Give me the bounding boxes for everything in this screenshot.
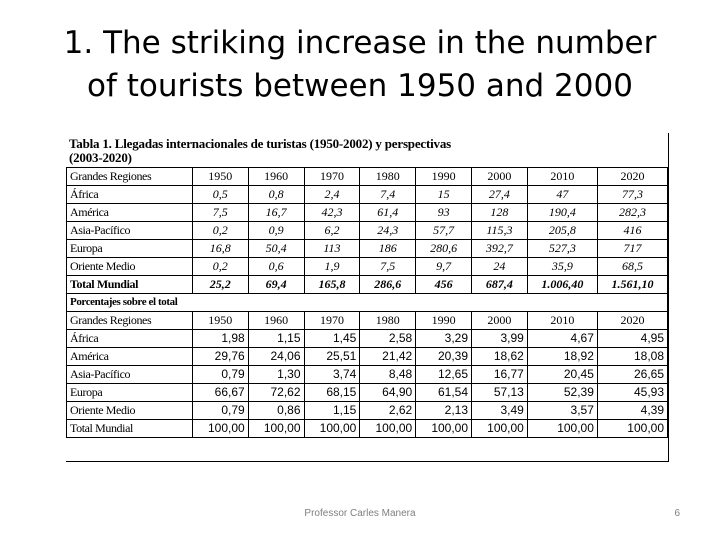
row-label: Total Mundial (67, 276, 193, 294)
table-cell: 18,92 (527, 348, 597, 366)
table-cell: 1,15 (304, 402, 360, 420)
table-cell: 687,4 (472, 276, 528, 294)
slide-title (40, 22, 680, 108)
table-cell: 186 (360, 240, 416, 258)
table-header-row (67, 312, 668, 330)
table-cell: 16,7 (248, 204, 304, 222)
table-cell: 1.561,10 (597, 276, 667, 294)
table-cell: 68,5 (597, 258, 667, 276)
table-cell: 416 (597, 222, 667, 240)
table-cell: 16,77 (472, 366, 528, 384)
year-header: 1960 (248, 312, 304, 330)
arrivals-table (66, 167, 668, 438)
table-cell: 29,76 (192, 348, 248, 366)
table-cell: 1,45 (304, 330, 360, 348)
table-cell: 9,7 (416, 258, 472, 276)
table-row (67, 384, 668, 402)
tourism-table-image (66, 133, 669, 462)
year-header: 1980 (360, 168, 416, 186)
table-cell: 4,95 (597, 330, 667, 348)
slide-title-line-2: of tourists between 1950 and 2000 (87, 68, 633, 104)
table-cell: 0,79 (192, 402, 248, 420)
table-cell: 1.006,40 (527, 276, 597, 294)
table-cell: 128 (472, 204, 528, 222)
table-cell: 1,15 (248, 330, 304, 348)
table-cell: 0,8 (248, 186, 304, 204)
table-cell: 77,3 (597, 186, 667, 204)
table-cell: 6,2 (304, 222, 360, 240)
table-cell: 93 (416, 204, 472, 222)
year-header: 2000 (472, 312, 528, 330)
table-row (67, 240, 668, 258)
table-cell: 0,86 (248, 402, 304, 420)
table-header-row (67, 168, 668, 186)
row-label: África (67, 186, 193, 204)
table-row (67, 348, 668, 366)
table-row (67, 276, 668, 294)
table-cell: 3,49 (472, 402, 528, 420)
year-header: 2020 (597, 168, 667, 186)
table-cell: 16,8 (192, 240, 248, 258)
table-row (67, 258, 668, 276)
table-cell: 2,4 (304, 186, 360, 204)
table-cell: 7,5 (360, 258, 416, 276)
year-header: 2010 (527, 312, 597, 330)
table-cell: 35,9 (527, 258, 597, 276)
table-caption-line-2: (2003-2020) (69, 150, 132, 165)
table-cell: 100,00 (360, 420, 416, 438)
row-label: América (67, 348, 193, 366)
arrivals-table-body (67, 168, 668, 438)
table-cell: 4,39 (597, 402, 667, 420)
year-header: 2000 (472, 168, 528, 186)
table-cell: 100,00 (192, 420, 248, 438)
table-cell: 190,4 (527, 204, 597, 222)
year-header: 1990 (416, 312, 472, 330)
table-cell: 52,39 (527, 384, 597, 402)
table-cell: 3,99 (472, 330, 528, 348)
table-cell: 100,00 (416, 420, 472, 438)
table-cell: 100,00 (304, 420, 360, 438)
table-cell: 392,7 (472, 240, 528, 258)
table-cell: 527,3 (527, 240, 597, 258)
table-cell: 18,08 (597, 348, 667, 366)
table-cell: 69,4 (248, 276, 304, 294)
table-cell: 2,13 (416, 402, 472, 420)
table-cell: 100,00 (527, 420, 597, 438)
table-cell: 20,45 (527, 366, 597, 384)
row-label: Grandes Regiones (67, 312, 193, 330)
table-cell: 0,2 (192, 258, 248, 276)
table-cell: 3,29 (416, 330, 472, 348)
table-cell: 0,9 (248, 222, 304, 240)
table-cell: 15 (416, 186, 472, 204)
table-cell: 0,6 (248, 258, 304, 276)
table-cell: 25,51 (304, 348, 360, 366)
table-cell: 280,6 (416, 240, 472, 258)
page-number: 6 (674, 508, 680, 519)
footer-author: Professor Carles Manera (304, 508, 416, 519)
table-caption-line-1: Tabla 1. Llegadas internacionales de turistas (1950-2002) y perspectivas (69, 136, 451, 151)
year-header: 1980 (360, 312, 416, 330)
table-cell: 57,13 (472, 384, 528, 402)
row-label: Europa (67, 384, 193, 402)
row-label: Asia-Pacífico (67, 222, 193, 240)
table-cell: 24 (472, 258, 528, 276)
table-cell: 282,3 (597, 204, 667, 222)
table-cell: 113 (304, 240, 360, 258)
table-cell: 64,90 (360, 384, 416, 402)
table-cell: 21,42 (360, 348, 416, 366)
table-cell: 20,39 (416, 348, 472, 366)
row-label: América (67, 204, 193, 222)
section-title-row (67, 294, 668, 312)
slide-title-line-1: 1. The striking increase in the number (63, 25, 657, 61)
table-cell: 100,00 (248, 420, 304, 438)
table-cell: 7,5 (192, 204, 248, 222)
table-cell: 4,67 (527, 330, 597, 348)
year-header: 2010 (527, 168, 597, 186)
table-cell: 45,93 (597, 384, 667, 402)
table-cell: 24,06 (248, 348, 304, 366)
table-cell: 7,4 (360, 186, 416, 204)
year-header: 1960 (248, 168, 304, 186)
table-row (67, 366, 668, 384)
table-cell: 18,62 (472, 348, 528, 366)
table-cell: 72,62 (248, 384, 304, 402)
table-cell: 286,6 (360, 276, 416, 294)
table-cell: 47 (527, 186, 597, 204)
table-cell: 42,3 (304, 204, 360, 222)
table-cell: 205,8 (527, 222, 597, 240)
table-cell: 3,57 (527, 402, 597, 420)
table-cell: 0,2 (192, 222, 248, 240)
table-row (67, 402, 668, 420)
table-cell: 100,00 (472, 420, 528, 438)
row-label: Grandes Regiones (67, 168, 193, 186)
table-row (67, 330, 668, 348)
table-cell: 115,3 (472, 222, 528, 240)
table-cell: 68,15 (304, 384, 360, 402)
table-cell: 2,62 (360, 402, 416, 420)
table-cell: 0,5 (192, 186, 248, 204)
year-header: 1970 (304, 312, 360, 330)
year-header: 1970 (304, 168, 360, 186)
table-cell: 12,65 (416, 366, 472, 384)
table-cell: 1,9 (304, 258, 360, 276)
year-header: 2020 (597, 312, 667, 330)
table-cell: 8,48 (360, 366, 416, 384)
table-row (67, 222, 668, 240)
table-cell: 0,79 (192, 366, 248, 384)
table-row (67, 186, 668, 204)
row-label: Asia-Pacífico (67, 366, 193, 384)
table-cell: 66,67 (192, 384, 248, 402)
row-label: Oriente Medio (67, 402, 193, 420)
table-cell: 3,74 (304, 366, 360, 384)
row-label: Oriente Medio (67, 258, 193, 276)
table-cell: 2,58 (360, 330, 416, 348)
table-cell: 61,54 (416, 384, 472, 402)
table-cell: 25,2 (192, 276, 248, 294)
year-header: 1950 (192, 312, 248, 330)
table-cell: 1,30 (248, 366, 304, 384)
table-cell: 50,4 (248, 240, 304, 258)
table-cell: 100,00 (597, 420, 667, 438)
year-header: 1990 (416, 168, 472, 186)
table-cell: 61,4 (360, 204, 416, 222)
table-caption (66, 133, 668, 167)
table-row (67, 420, 668, 438)
table-cell: 27,4 (472, 186, 528, 204)
table-cell: 1,98 (192, 330, 248, 348)
table-cell: 165,8 (304, 276, 360, 294)
table-cell: 57,7 (416, 222, 472, 240)
table-cell: 24,3 (360, 222, 416, 240)
row-label: África (67, 330, 193, 348)
table-cell: 456 (416, 276, 472, 294)
table-cell: 26,65 (597, 366, 667, 384)
row-label: Europa (67, 240, 193, 258)
section-title: Porcentajes sobre el total (67, 294, 668, 312)
row-label: Total Mundial (67, 420, 193, 438)
year-header: 1950 (192, 168, 248, 186)
table-row (67, 204, 668, 222)
table-cell: 717 (597, 240, 667, 258)
